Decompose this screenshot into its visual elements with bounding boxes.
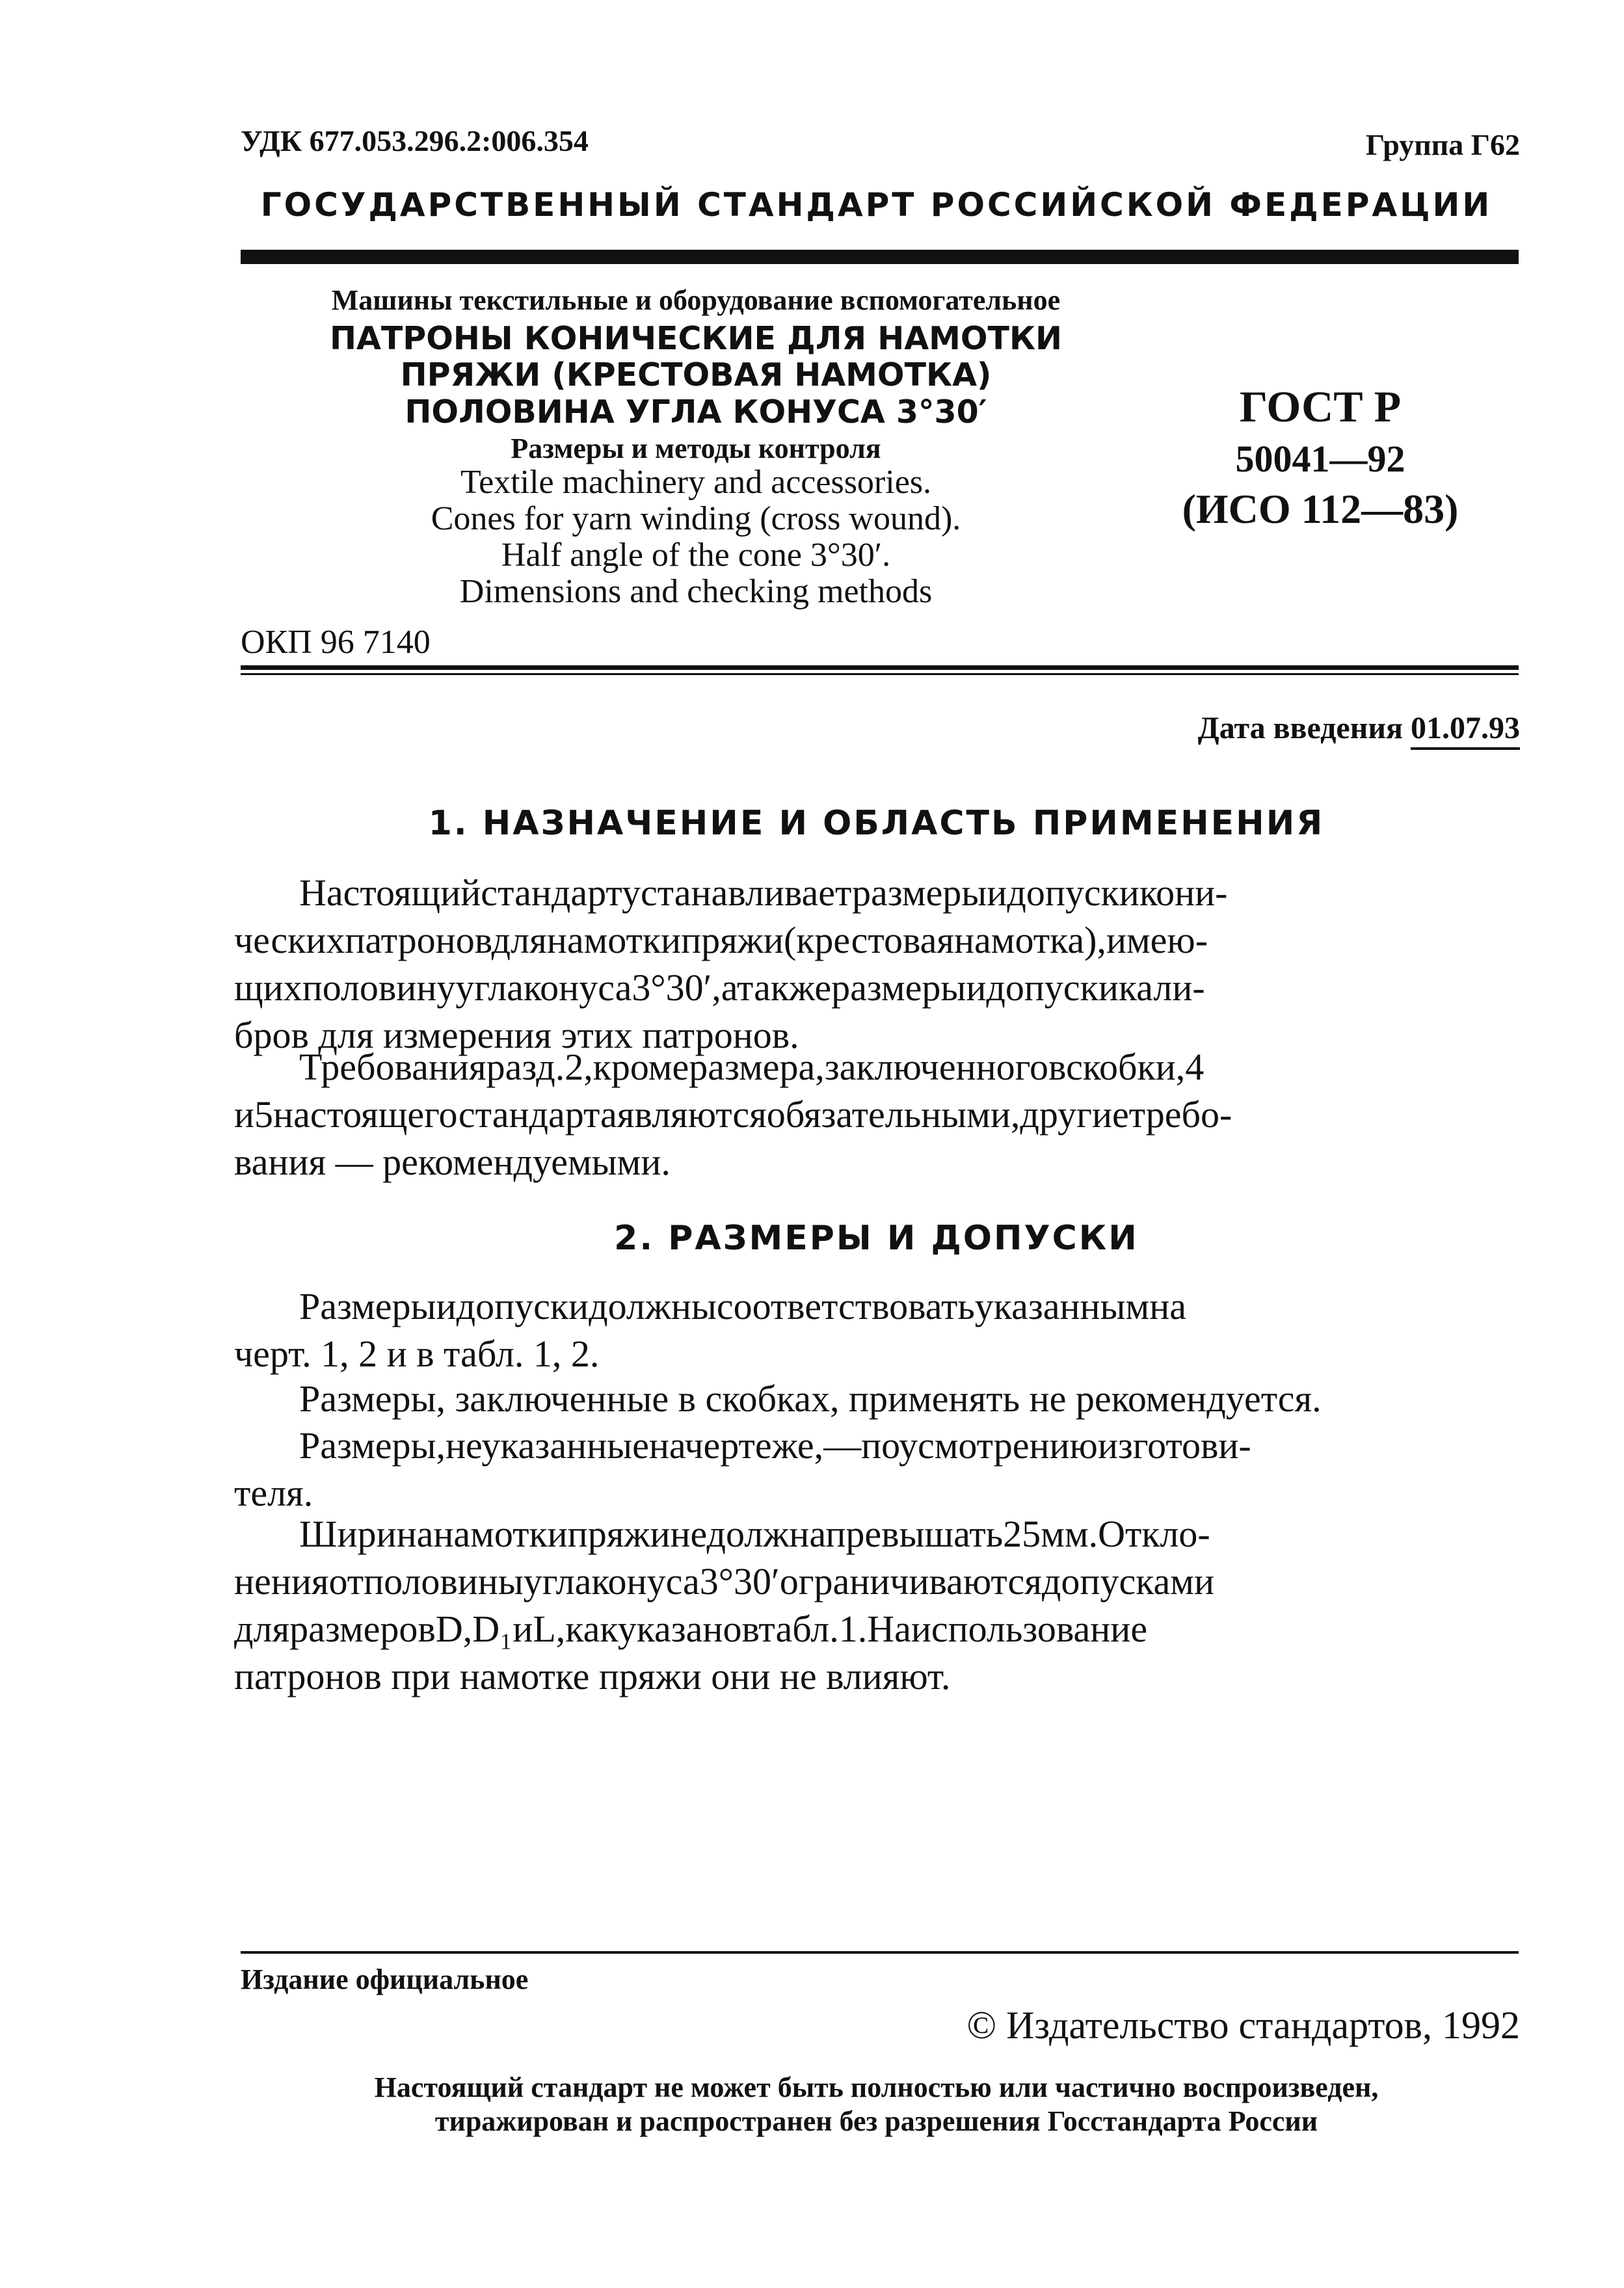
text-line xyxy=(234,1091,1519,1138)
word: Размеры xyxy=(299,1285,436,1327)
footer-rule xyxy=(241,1951,1519,1954)
word: размеры xyxy=(831,966,966,1009)
text-line: теля. xyxy=(234,1472,313,1514)
word: 1. xyxy=(838,1608,868,1650)
section-2-paragraph-1 xyxy=(234,1283,1519,1377)
gost-number: 50041—92 xyxy=(1235,438,1405,480)
text-line xyxy=(234,964,1519,1011)
word: Настоящий xyxy=(299,871,481,914)
org-title: ГОСУДАРСТВЕННЫЙ СТАНДАРТ РОССИЙСКОЙ ФЕДЕРАЦИИ xyxy=(260,186,1493,224)
word: ограничиваются xyxy=(779,1560,1042,1603)
copyright xyxy=(966,2003,1520,2048)
word: допуски xyxy=(456,1285,589,1327)
word: усмотрению xyxy=(898,1424,1098,1467)
section-2-paragraph-3 xyxy=(234,1422,1519,1517)
word: превышать xyxy=(825,1513,1004,1555)
word: стандарта xyxy=(458,1093,617,1136)
section-2-paragraph-4 xyxy=(234,1510,1519,1700)
word: должна xyxy=(706,1513,826,1555)
section-1-title: 1. НАЗНАЧЕНИЕ И ОБЛАСТЬ ПРИМЕНЕНИЯ xyxy=(428,804,1325,843)
title-block-bottom-rule-2 xyxy=(241,673,1519,675)
word: L, xyxy=(533,1608,566,1650)
title-block-bottom-rule xyxy=(241,665,1519,670)
word: разд. xyxy=(486,1046,565,1088)
word: — xyxy=(823,1424,862,1467)
word: использование xyxy=(911,1608,1148,1650)
text-line: черт. 1, 2 и в табл. 1, 2. xyxy=(234,1333,600,1375)
word: D₁ xyxy=(472,1608,513,1650)
word: от xyxy=(328,1560,364,1603)
word: допуски xyxy=(1007,871,1139,914)
word: другие xyxy=(1020,1093,1129,1136)
text-line: патронов при намотке пряжи они не влияют. xyxy=(234,1655,951,1697)
intro-date-value: 01.07.93 xyxy=(1411,711,1520,745)
word: допусками xyxy=(1041,1560,1214,1603)
word: а xyxy=(721,966,738,1009)
word: как xyxy=(565,1608,618,1650)
text-line: бров для измерения этих патронов. xyxy=(234,1014,799,1056)
word: должны xyxy=(589,1285,717,1327)
section-1-paragraph-2 xyxy=(234,1043,1519,1186)
udk-code: УДК 677.053.296.2:006.354 xyxy=(241,124,589,157)
word: кали- xyxy=(1118,966,1205,1009)
word: в xyxy=(1048,1046,1067,1088)
word: не xyxy=(446,1424,482,1467)
word: щих xyxy=(234,966,302,1009)
word: патронов xyxy=(345,919,492,961)
word: изготови- xyxy=(1097,1424,1251,1467)
word: ческих xyxy=(234,919,345,961)
copyright-icon: © xyxy=(966,2004,997,2047)
notice-line-2: тиражирован и распространен без разрешения Госстандарта России xyxy=(434,2105,1318,2137)
section-2-paragraph-2 xyxy=(234,1375,1519,1422)
iso-reference: (ИСО 112—83) xyxy=(1182,486,1459,532)
word: скобки, xyxy=(1066,1046,1186,1088)
word: допуски xyxy=(986,966,1119,1009)
text-line: Размеры, заключенные в скобках, применять не рекомендуется. xyxy=(299,1377,1322,1420)
top-thick-rule xyxy=(241,250,1519,264)
word: чертеже, xyxy=(684,1424,824,1467)
english-title-line-2: Cones for yarn winding (cross wound). xyxy=(431,500,961,537)
text-line xyxy=(234,1043,1519,1091)
okp-code: ОКП 96 7140 xyxy=(241,624,431,661)
word: пряжи xyxy=(567,1513,671,1555)
word: по xyxy=(861,1424,899,1467)
word: D, xyxy=(435,1608,473,1650)
word: и xyxy=(966,966,987,1009)
text-line xyxy=(234,1558,1519,1605)
word: 25 xyxy=(1003,1513,1041,1555)
word: намотки xyxy=(546,919,682,961)
word: 2, xyxy=(565,1046,593,1088)
word: размеров xyxy=(289,1608,436,1650)
word: соответствовать xyxy=(716,1285,975,1327)
word: Размеры, xyxy=(299,1424,446,1467)
word: размеры xyxy=(852,871,987,914)
word: также xyxy=(737,966,832,1009)
word: указанным xyxy=(974,1285,1150,1327)
word: половины xyxy=(364,1560,524,1603)
intro-date xyxy=(1198,710,1520,746)
official-edition: Издание официальное xyxy=(241,1963,529,1995)
word: намотка), xyxy=(954,919,1106,961)
text-line xyxy=(234,869,1519,916)
section-1-paragraph-1 xyxy=(234,869,1519,1059)
word: и xyxy=(436,1285,457,1327)
word: стандарт xyxy=(481,871,622,914)
english-title-line-1: Textile machinery and accessories. xyxy=(460,464,932,501)
word: размера, xyxy=(689,1046,825,1088)
word: 3°30′, xyxy=(632,966,721,1009)
english-title-line-3: Half angle of the cone 3°30′. xyxy=(501,537,891,574)
intro-date-label: Дата введения xyxy=(1197,711,1403,745)
word: 4 xyxy=(1185,1046,1205,1088)
word: Откло- xyxy=(1098,1513,1210,1555)
word: (крестовая xyxy=(783,919,954,961)
subtitle: Размеры и методы контроля xyxy=(511,432,881,464)
text-line xyxy=(234,916,1519,964)
gost-label: ГОСТ Р xyxy=(1239,382,1402,431)
word: и xyxy=(987,871,1007,914)
word: конуса xyxy=(591,1560,700,1603)
word: в xyxy=(741,1608,759,1650)
word: имею- xyxy=(1106,919,1208,961)
word: намотки xyxy=(433,1513,568,1555)
word: являются xyxy=(617,1093,767,1136)
word: нения xyxy=(234,1560,329,1603)
word: и xyxy=(512,1608,533,1650)
title-line-3: ПОЛОВИНА УГЛА КОНУСА 3°30′ xyxy=(405,393,987,431)
word: кони- xyxy=(1139,871,1228,914)
text-line xyxy=(234,1422,1519,1469)
word: на xyxy=(1149,1285,1187,1327)
word: указано xyxy=(617,1608,742,1650)
word: для xyxy=(491,919,547,961)
text-line: вания — рекомендуемыми. xyxy=(234,1141,671,1183)
word: и xyxy=(234,1093,255,1136)
word: обязательными, xyxy=(766,1093,1020,1136)
text-line xyxy=(234,1605,1519,1653)
word: не xyxy=(670,1513,707,1555)
title-line-2: ПРЯЖИ (КРЕСТОВАЯ НАМОТКА) xyxy=(400,356,992,393)
word: 3°30′ xyxy=(699,1560,780,1603)
word: мм. xyxy=(1041,1513,1098,1555)
word: Ширина xyxy=(299,1513,434,1555)
word: указанные xyxy=(481,1424,649,1467)
word: конуса xyxy=(523,966,632,1009)
notice-line-1: Настоящий стандарт не может быть полностью или частично воспроизведен, xyxy=(374,2071,1379,2103)
word: 5 xyxy=(254,1093,274,1136)
group-code: Группа Г62 xyxy=(1365,128,1520,161)
word: половину xyxy=(302,966,456,1009)
word: кроме xyxy=(592,1046,689,1088)
english-title-line-4: Dimensions and checking methods xyxy=(459,573,933,610)
word: настоящего xyxy=(273,1093,459,1136)
word: угла xyxy=(455,966,524,1009)
text-line xyxy=(234,1283,1519,1330)
word: на xyxy=(648,1424,685,1467)
word: устанавливает xyxy=(621,871,853,914)
text-line xyxy=(234,1510,1519,1558)
word: табл. xyxy=(758,1608,839,1650)
word: заключенного xyxy=(824,1046,1049,1088)
word: требо- xyxy=(1128,1093,1232,1136)
title-line-1: ПАТРОНЫ КОНИЧЕСКИЕ ДЛЯ НАМОТКИ xyxy=(329,320,1063,357)
copyright-text: Издательство стандартов, 1992 xyxy=(1006,2004,1520,2047)
standard-category: Машины текстильные и оборудование вспомогательное xyxy=(331,284,1061,316)
word: На xyxy=(867,1608,911,1650)
word: Требования xyxy=(299,1046,486,1088)
word: угла xyxy=(523,1560,592,1603)
word: для xyxy=(234,1608,290,1650)
section-2-title: 2. РАЗМЕРЫ И ДОПУСКИ xyxy=(614,1219,1139,1258)
word: пряжи xyxy=(681,919,784,961)
